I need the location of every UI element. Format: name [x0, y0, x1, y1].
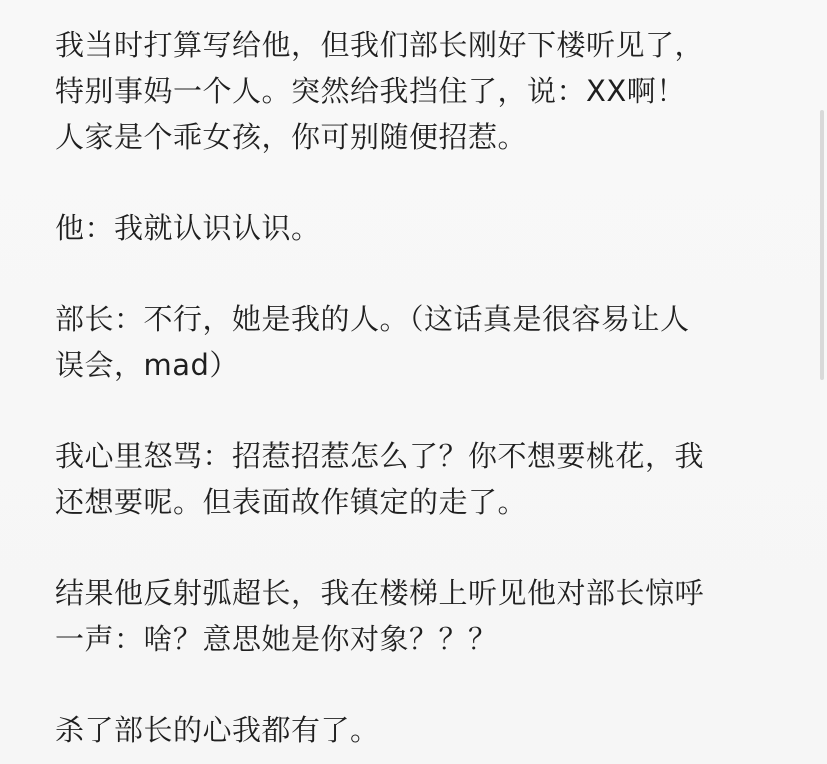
paragraph: 结果他反射弧超长，我在楼梯上听见他对部长惊呼 一声：啥？意思她是你对象？？？	[55, 576, 705, 656]
paragraph: 我心里怒骂：招惹招惹怎么了？你不想要桃花，我 还想要呢。但表面故作镇定的走了。	[55, 439, 705, 519]
paragraph: 杀了部长的心我都有了。	[55, 713, 380, 747]
scrollbar[interactable]	[820, 110, 824, 380]
paragraph: 他：我就认识认识。	[55, 211, 321, 245]
paragraph: 部长：不行，她是我的人。（这话真是很容易让人 误会，mad）	[55, 302, 690, 382]
paragraph: 我当时打算写给他，但我们部长刚好下楼听见了， 特别事妈一个人。突然给我挡住了，说：XX啊！ 人家是个乖女孩，你可别随便招惹。	[55, 28, 705, 154]
note-body	[55, 22, 795, 753]
